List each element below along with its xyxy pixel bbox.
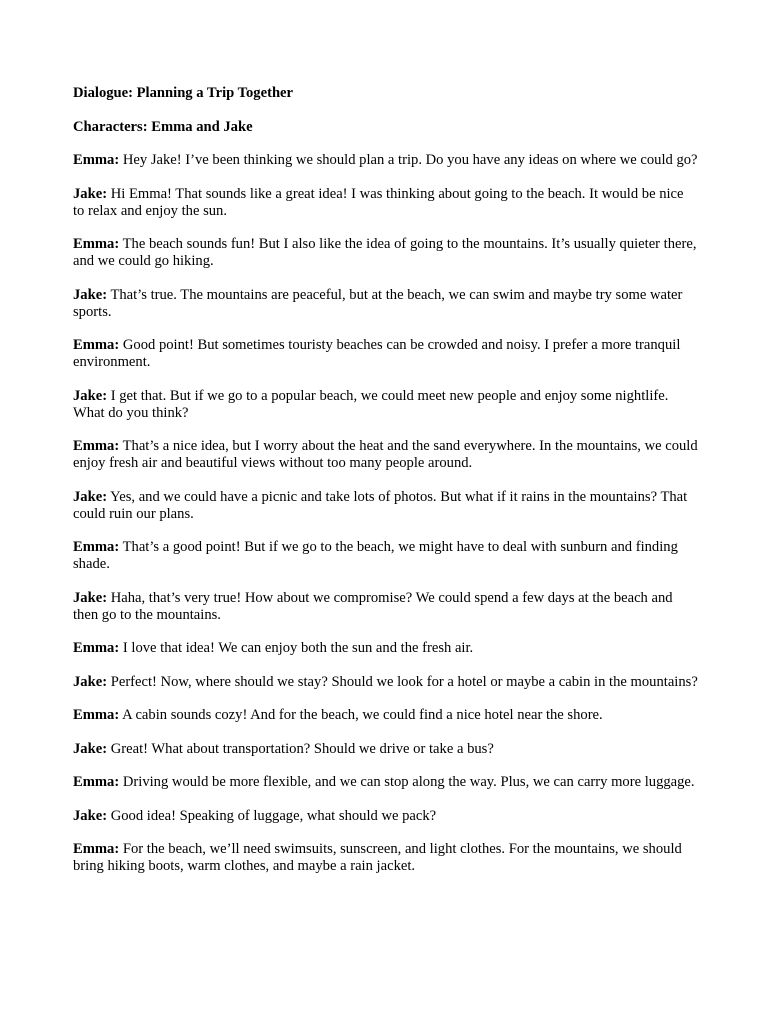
- dialogue-text: I love that idea! We can enjoy both the sun and the fresh air.: [122, 640, 474, 656]
- speaker-name: Jake:: [73, 589, 108, 606]
- dialogue-text: That’s true. The mountains are peaceful, but at the beach, we can swim and maybe try some water sports.: [73, 286, 683, 320]
- characters-line: Characters: Emma and Jake: [73, 118, 253, 135]
- dialogue-line: [73, 808, 698, 825]
- speaker-name: Jake:: [73, 488, 108, 505]
- dialogue-text: Yes, and we could have a picnic and take lots of photos. But what if it rains in the mountains? That could ruin our plans.: [73, 488, 688, 522]
- dialogue-line: [73, 152, 698, 169]
- dialogue-text: The beach sounds fun! But I also like the idea of going to the mountains. It’s usually quieter there, and we could go hiking.: [73, 236, 697, 269]
- dialogue-line: [73, 186, 698, 220]
- dialogue-line: [73, 438, 698, 472]
- dialogue-text: For the beach, we’ll need swimsuits, sunscreen, and light clothes. For the mountains, we should bring hiking boots, warm clothes, and maybe a rain jacket.: [73, 841, 682, 874]
- speaker-name: Emma:: [73, 438, 120, 454]
- speaker-name: Jake:: [73, 807, 108, 824]
- dialogue-text: That’s a good point! But if we go to the beach, we might have to deal with sunburn and finding shade.: [73, 539, 678, 572]
- dialogue-text: Good idea! Speaking of luggage, what should we pack?: [110, 807, 437, 824]
- dialogue-text: Great! What about transportation? Should we drive or take a bus?: [110, 740, 494, 757]
- dialogue-line: [73, 388, 698, 422]
- dialogue-text: Perfect! Now, where should we stay? Should we look for a hotel or maybe a cabin in the mountains?: [110, 673, 698, 690]
- dialogue-line: [73, 337, 698, 371]
- dialogue-text: That’s a nice idea, but I worry about the heat and the sand everywhere. In the mountains, we could enjoy fresh air and beautiful views without too many people around.: [73, 438, 698, 471]
- dialogue-text: Hey Jake! I’ve been thinking we should plan a trip. Do you have any ideas on where we could go?: [122, 152, 698, 168]
- dialogue-line: [73, 590, 698, 624]
- dialogue-text: A cabin sounds cozy! And for the beach, we could find a nice hotel near the shore.: [122, 707, 603, 723]
- speaker-name: Emma:: [73, 152, 120, 168]
- speaker-name: Jake:: [73, 740, 108, 757]
- dialogue-text: Haha, that’s very true! How about we compromise? We could spend a few days at the beach and then go to the mountains.: [73, 589, 673, 623]
- speaker-name: Jake:: [73, 673, 108, 690]
- speaker-name: Emma:: [73, 774, 120, 790]
- dialogue-line: [73, 236, 698, 270]
- speaker-name: Emma:: [73, 236, 120, 252]
- speaker-name: Jake:: [73, 185, 108, 202]
- dialogue-text: Hi Emma! That sounds like a great idea! I was thinking about going to the beach. It would be nice to relax and enjoy the sun.: [73, 185, 684, 219]
- document-page: [73, 85, 698, 892]
- speaker-name: Emma:: [73, 841, 120, 857]
- speaker-name: Emma:: [73, 539, 120, 555]
- dialogue-line: [73, 741, 698, 758]
- speaker-name: Jake:: [73, 387, 108, 404]
- dialogue-line: [73, 489, 698, 523]
- dialogue-line: [73, 539, 698, 573]
- dialogue-text: I get that. But if we go to a popular beach, we could meet new people and enjoy some nightlife. What do you think?: [73, 387, 669, 421]
- dialogue-line: [73, 287, 698, 321]
- dialogue-line: [73, 640, 698, 657]
- dialogue-line: [73, 841, 698, 875]
- speaker-name: Emma:: [73, 337, 120, 353]
- speaker-name: Emma:: [73, 707, 120, 723]
- speaker-name: Emma:: [73, 640, 120, 656]
- dialogue-line: [73, 774, 698, 791]
- speaker-name: Jake:: [73, 286, 108, 303]
- document-title: Dialogue: Planning a Trip Together: [73, 85, 294, 101]
- dialogue-text: Good point! But sometimes touristy beaches can be crowded and noisy. I prefer a more tranquil environment.: [73, 337, 681, 370]
- dialogue-line: [73, 674, 698, 691]
- dialogue-text: Driving would be more flexible, and we can stop along the way. Plus, we can carry more luggage.: [122, 774, 695, 790]
- dialogue-line: [73, 707, 698, 724]
